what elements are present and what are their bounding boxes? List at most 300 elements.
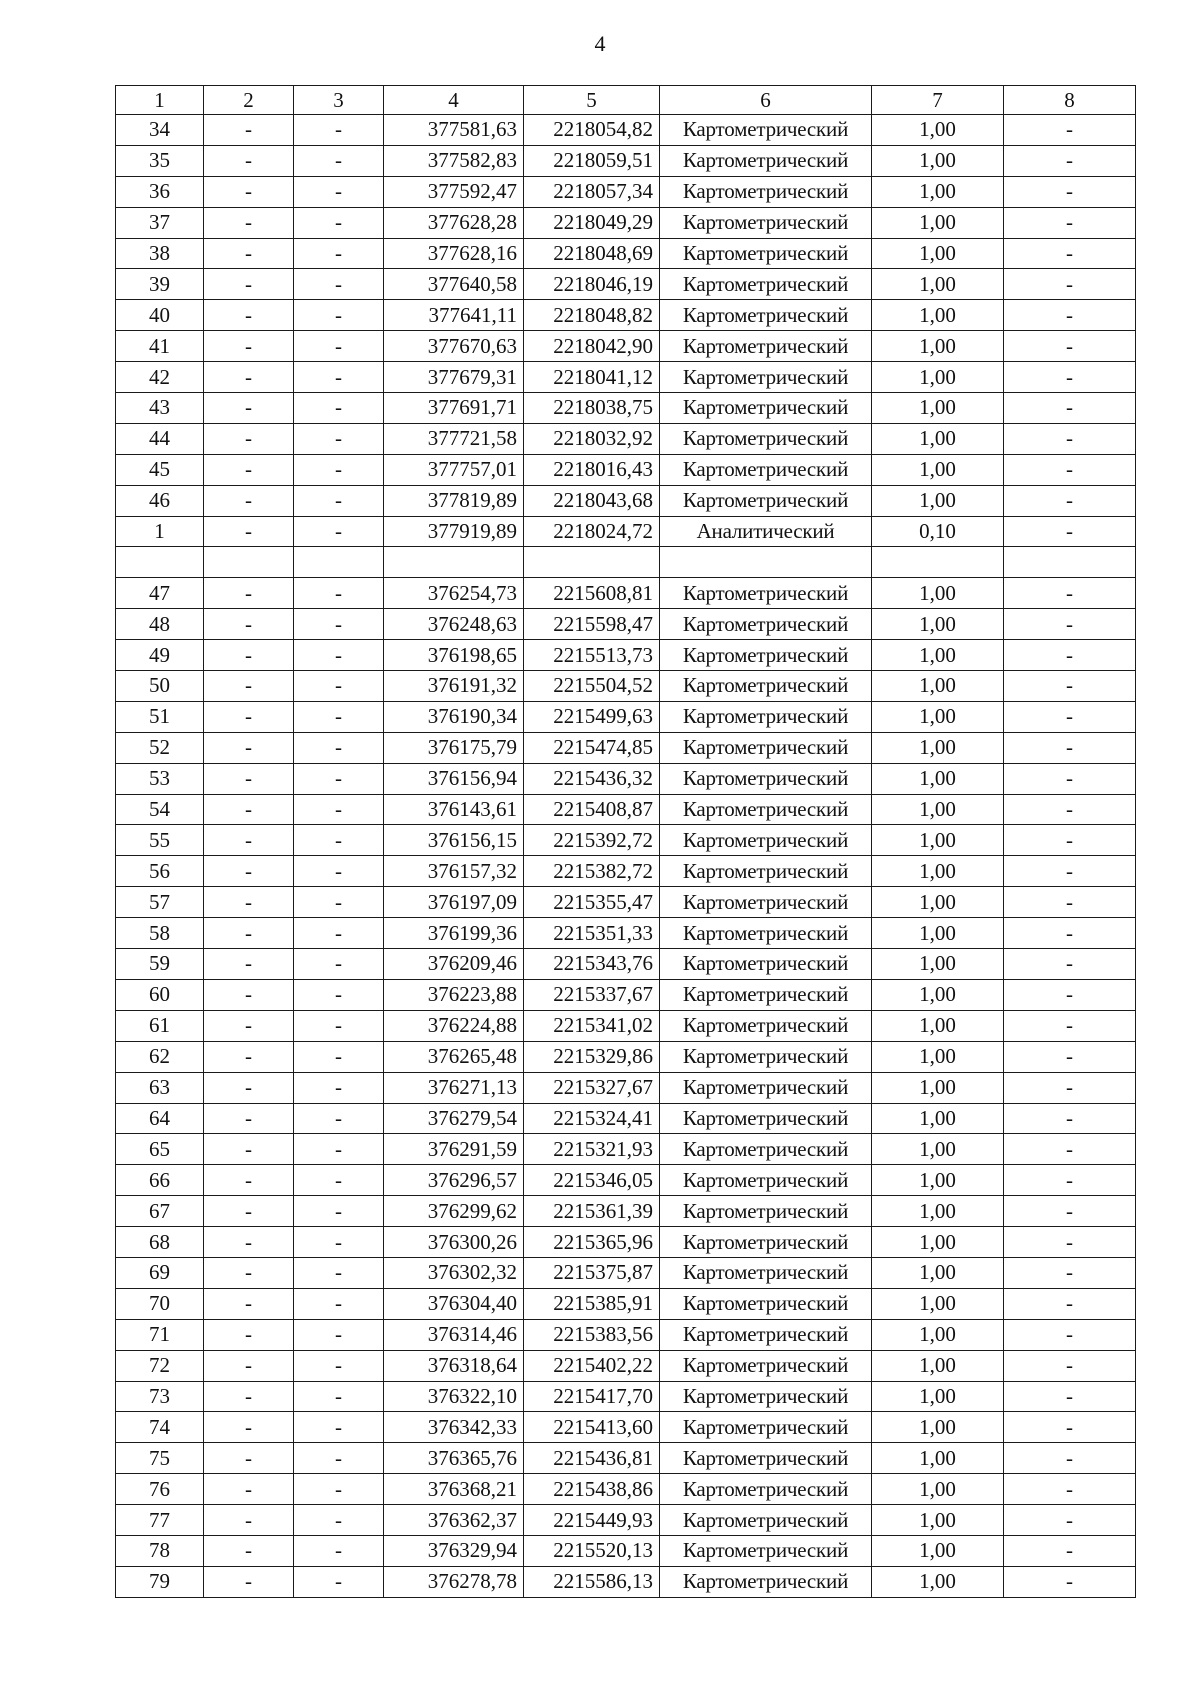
method-cell: Картометрический [660,393,872,424]
x-coordinate-cell: 376197,09 [384,887,524,918]
col8-cell [1004,547,1136,578]
table-row [116,1381,1136,1412]
table-row [116,516,1136,547]
page-number: 4 [594,31,606,56]
col2-cell: - [204,1319,294,1350]
col8-cell: - [1004,1350,1136,1381]
x-coordinate-cell: 376329,94 [384,1535,524,1566]
point-number-cell: 55 [116,825,204,856]
method-cell: Картометрический [660,794,872,825]
point-number-cell: 35 [116,145,204,176]
point-number-cell: 53 [116,763,204,794]
x-coordinate-cell: 377721,58 [384,423,524,454]
col3-cell: - [294,979,384,1010]
accuracy-cell: 1,00 [872,1443,1004,1474]
y-coordinate-cell: 2215343,76 [524,949,660,980]
col2-cell: - [204,701,294,732]
y-coordinate-cell: 2215474,85 [524,732,660,763]
column-header-3: 3 [294,86,384,115]
point-number-cell: 59 [116,949,204,980]
method-cell: Картометрический [660,949,872,980]
x-coordinate-cell: 376156,94 [384,763,524,794]
col2-cell: - [204,825,294,856]
method-cell: Картометрический [660,979,872,1010]
column-header-6: 6 [660,86,872,115]
table-row [116,1288,1136,1319]
col8-cell: - [1004,732,1136,763]
column-header-1: 1 [116,86,204,115]
col3-cell: - [294,794,384,825]
point-number-cell: 77 [116,1505,204,1536]
point-number-cell: 70 [116,1288,204,1319]
table-row [116,145,1136,176]
point-number-cell: 63 [116,1072,204,1103]
method-cell: Картометрический [660,423,872,454]
table-row [116,979,1136,1010]
col3-cell: - [294,485,384,516]
method-cell: Картометрический [660,825,872,856]
col8-cell: - [1004,269,1136,300]
y-coordinate-cell: 2215375,87 [524,1257,660,1288]
col2-cell: - [204,763,294,794]
point-number-cell: 42 [116,362,204,393]
col3-cell: - [294,207,384,238]
col3-cell: - [294,362,384,393]
method-cell: Картометрический [660,1288,872,1319]
point-number-cell: 45 [116,454,204,485]
x-coordinate-cell: 376296,57 [384,1165,524,1196]
accuracy-cell: 1,00 [872,887,1004,918]
accuracy-cell: 1,00 [872,701,1004,732]
method-cell: Картометрический [660,1041,872,1072]
col8-cell: - [1004,794,1136,825]
accuracy-cell: 1,00 [872,1350,1004,1381]
y-coordinate-cell: 2215436,81 [524,1443,660,1474]
accuracy-cell: 1,00 [872,979,1004,1010]
col8-cell: - [1004,454,1136,485]
point-number-cell: 51 [116,701,204,732]
table-row [116,1505,1136,1536]
method-cell: Картометрический [660,1319,872,1350]
accuracy-cell: 1,00 [872,763,1004,794]
col2-cell: - [204,362,294,393]
method-cell: Картометрический [660,115,872,146]
col8-cell: - [1004,1412,1136,1443]
accuracy-cell: 1,00 [872,856,1004,887]
col3-cell: - [294,918,384,949]
col8-cell: - [1004,979,1136,1010]
method-cell: Картометрический [660,269,872,300]
y-coordinate-cell: 2215402,22 [524,1350,660,1381]
col2-cell: - [204,331,294,362]
method-cell [660,547,872,578]
col3-cell: - [294,393,384,424]
x-coordinate-cell: 376279,54 [384,1103,524,1134]
table-row [116,949,1136,980]
col3-cell: - [294,1535,384,1566]
table-row [116,671,1136,702]
method-cell: Картометрический [660,238,872,269]
col2-cell: - [204,207,294,238]
point-number-cell: 41 [116,331,204,362]
col3-cell: - [294,1134,384,1165]
col3-cell: - [294,671,384,702]
table-row [116,609,1136,640]
accuracy-cell: 1,00 [872,1505,1004,1536]
point-number-cell: 76 [116,1474,204,1505]
col2-cell: - [204,1381,294,1412]
col8-cell: - [1004,1134,1136,1165]
col3-cell: - [294,115,384,146]
y-coordinate-cell: 2218048,69 [524,238,660,269]
method-cell: Картометрический [660,1412,872,1443]
table-row [116,701,1136,732]
col8-cell: - [1004,1257,1136,1288]
y-coordinate-cell: 2215513,73 [524,640,660,671]
col8-cell: - [1004,609,1136,640]
accuracy-cell: 1,00 [872,393,1004,424]
accuracy-cell: 1,00 [872,485,1004,516]
method-cell: Картометрический [660,176,872,207]
col8-cell: - [1004,1319,1136,1350]
col2-cell: - [204,1103,294,1134]
accuracy-cell: 1,00 [872,1257,1004,1288]
col8-cell: - [1004,1227,1136,1258]
col8-cell: - [1004,1165,1136,1196]
x-coordinate-cell: 376342,33 [384,1412,524,1443]
point-number-cell [116,547,204,578]
col8-cell: - [1004,516,1136,547]
col2-cell: - [204,578,294,609]
table-row [116,887,1136,918]
col8-cell: - [1004,115,1136,146]
y-coordinate-cell: 2215324,41 [524,1103,660,1134]
col2-cell: - [204,1196,294,1227]
y-coordinate-cell: 2218032,92 [524,423,660,454]
y-coordinate-cell: 2215382,72 [524,856,660,887]
table-row [116,1041,1136,1072]
x-coordinate-cell: 376143,61 [384,794,524,825]
table-row [116,1196,1136,1227]
y-coordinate-cell: 2215417,70 [524,1381,660,1412]
table-row [116,794,1136,825]
table-row [116,856,1136,887]
x-coordinate-cell: 377679,31 [384,362,524,393]
point-number-cell: 65 [116,1134,204,1165]
col2-cell: - [204,1010,294,1041]
col8-cell: - [1004,362,1136,393]
x-coordinate-cell: 376318,64 [384,1350,524,1381]
point-number-cell: 62 [116,1041,204,1072]
col3-cell: - [294,1443,384,1474]
method-cell: Картометрический [660,1165,872,1196]
x-coordinate-cell: 376302,32 [384,1257,524,1288]
point-number-cell: 38 [116,238,204,269]
col3-cell: - [294,238,384,269]
x-coordinate-cell: 376191,32 [384,671,524,702]
accuracy-cell: 1,00 [872,949,1004,980]
point-number-cell: 40 [116,300,204,331]
method-cell: Картометрический [660,1474,872,1505]
x-coordinate-cell: 377919,89 [384,516,524,547]
point-number-cell: 66 [116,1165,204,1196]
x-coordinate-cell: 376304,40 [384,1288,524,1319]
col3-cell: - [294,145,384,176]
y-coordinate-cell: 2218059,51 [524,145,660,176]
col8-cell: - [1004,300,1136,331]
table-row [116,1319,1136,1350]
accuracy-cell: 1,00 [872,1566,1004,1597]
y-coordinate-cell: 2215383,56 [524,1319,660,1350]
x-coordinate-cell: 377640,58 [384,269,524,300]
accuracy-cell: 1,00 [872,1196,1004,1227]
col2-cell: - [204,918,294,949]
blank-separator-row [116,547,1136,578]
col2-cell: - [204,1227,294,1258]
method-cell: Картометрический [660,1566,872,1597]
accuracy-cell: 1,00 [872,1319,1004,1350]
col2-cell: - [204,1041,294,1072]
col3-cell: - [294,1103,384,1134]
x-coordinate-cell: 377592,47 [384,176,524,207]
x-coordinate-cell: 376190,34 [384,701,524,732]
col3-cell: - [294,1010,384,1041]
table-row [116,115,1136,146]
y-coordinate-cell: 2215392,72 [524,825,660,856]
method-cell: Картометрический [660,701,872,732]
col8-cell: - [1004,1474,1136,1505]
accuracy-cell [872,547,1004,578]
column-header-7: 7 [872,86,1004,115]
accuracy-cell: 1,00 [872,1288,1004,1319]
col2-cell: - [204,1474,294,1505]
col2-cell: - [204,1288,294,1319]
method-cell: Картометрический [660,918,872,949]
point-number-cell: 1 [116,516,204,547]
method-cell: Картометрический [660,1196,872,1227]
col3-cell: - [294,331,384,362]
col8-cell: - [1004,1505,1136,1536]
point-number-cell: 68 [116,1227,204,1258]
method-cell: Картометрический [660,207,872,238]
table-row [116,269,1136,300]
method-cell: Картометрический [660,145,872,176]
table-row [116,423,1136,454]
x-coordinate-cell: 377582,83 [384,145,524,176]
col8-cell: - [1004,207,1136,238]
table-row [116,176,1136,207]
col3-cell: - [294,732,384,763]
y-coordinate-cell: 2218038,75 [524,393,660,424]
coordinates-table [115,85,1136,1598]
x-coordinate-cell: 376198,65 [384,640,524,671]
point-number-cell: 57 [116,887,204,918]
x-coordinate-cell: 376368,21 [384,1474,524,1505]
col2-cell: - [204,671,294,702]
col8-cell: - [1004,485,1136,516]
col8-cell: - [1004,949,1136,980]
method-cell: Картометрический [660,1535,872,1566]
point-number-cell: 36 [116,176,204,207]
y-coordinate-cell: 2215504,52 [524,671,660,702]
x-coordinate-cell: 376265,48 [384,1041,524,1072]
method-cell: Картометрический [660,732,872,763]
col3-cell: - [294,1257,384,1288]
col2-cell: - [204,979,294,1010]
point-number-cell: 74 [116,1412,204,1443]
y-coordinate-cell: 2215608,81 [524,578,660,609]
y-coordinate-cell: 2215413,60 [524,1412,660,1443]
y-coordinate-cell: 2215337,67 [524,979,660,1010]
point-number-cell: 48 [116,609,204,640]
col3-cell: - [294,1566,384,1597]
col2-cell: - [204,1165,294,1196]
col8-cell: - [1004,918,1136,949]
table-row [116,1535,1136,1566]
col8-cell: - [1004,1288,1136,1319]
y-coordinate-cell: 2218041,12 [524,362,660,393]
col3-cell: - [294,1350,384,1381]
col3-cell: - [294,454,384,485]
col8-cell: - [1004,887,1136,918]
col8-cell: - [1004,1381,1136,1412]
col8-cell: - [1004,1196,1136,1227]
table-row [116,1350,1136,1381]
method-cell: Картометрический [660,640,872,671]
col3-cell [294,547,384,578]
accuracy-cell: 1,00 [872,825,1004,856]
col3-cell: - [294,949,384,980]
table-row [116,1103,1136,1134]
col2-cell: - [204,609,294,640]
col8-cell: - [1004,1072,1136,1103]
method-cell: Картометрический [660,1072,872,1103]
accuracy-cell: 1,00 [872,207,1004,238]
col8-cell: - [1004,1535,1136,1566]
x-coordinate-cell: 377670,63 [384,331,524,362]
col3-cell: - [294,1227,384,1258]
col3-cell: - [294,300,384,331]
accuracy-cell: 1,00 [872,1103,1004,1134]
point-number-cell: 72 [116,1350,204,1381]
col3-cell: - [294,701,384,732]
point-number-cell: 34 [116,115,204,146]
table-row [116,393,1136,424]
method-cell: Картометрический [660,609,872,640]
col3-cell: - [294,1041,384,1072]
x-coordinate-cell: 377641,11 [384,300,524,331]
method-cell: Картометрический [660,1257,872,1288]
method-cell: Картометрический [660,331,872,362]
col2-cell: - [204,1412,294,1443]
point-number-cell: 46 [116,485,204,516]
col3-cell: - [294,609,384,640]
point-number-cell: 71 [116,1319,204,1350]
accuracy-cell: 1,00 [872,732,1004,763]
method-cell: Картометрический [660,1103,872,1134]
accuracy-cell: 1,00 [872,918,1004,949]
y-coordinate-cell: 2215385,91 [524,1288,660,1319]
x-coordinate-cell: 376362,37 [384,1505,524,1536]
col8-cell: - [1004,1010,1136,1041]
accuracy-cell: 1,00 [872,1010,1004,1041]
accuracy-cell: 1,00 [872,1535,1004,1566]
col8-cell: - [1004,1103,1136,1134]
method-cell: Картометрический [660,1350,872,1381]
method-cell: Аналитический [660,516,872,547]
accuracy-cell: 1,00 [872,1041,1004,1072]
col2-cell: - [204,485,294,516]
table-row [116,362,1136,393]
accuracy-cell: 1,00 [872,1227,1004,1258]
col8-cell: - [1004,331,1136,362]
accuracy-cell: 1,00 [872,1134,1004,1165]
point-number-cell: 75 [116,1443,204,1474]
accuracy-cell: 1,00 [872,331,1004,362]
col2-cell: - [204,423,294,454]
col8-cell: - [1004,1443,1136,1474]
x-coordinate-cell: 377691,71 [384,393,524,424]
header-row [116,86,1136,115]
method-cell: Картометрический [660,671,872,702]
point-number-cell: 58 [116,918,204,949]
x-coordinate-cell: 377628,16 [384,238,524,269]
x-coordinate-cell [384,547,524,578]
x-coordinate-cell: 376271,13 [384,1072,524,1103]
col8-cell: - [1004,145,1136,176]
col2-cell [204,547,294,578]
y-coordinate-cell: 2218049,29 [524,207,660,238]
point-number-cell: 64 [116,1103,204,1134]
x-coordinate-cell: 377581,63 [384,115,524,146]
x-coordinate-cell: 376199,36 [384,918,524,949]
point-number-cell: 69 [116,1257,204,1288]
x-coordinate-cell: 376223,88 [384,979,524,1010]
accuracy-cell: 1,00 [872,609,1004,640]
table-row [116,1443,1136,1474]
col2-cell: - [204,949,294,980]
col2-cell: - [204,115,294,146]
accuracy-cell: 1,00 [872,1412,1004,1443]
table-row [116,1134,1136,1165]
point-number-cell: 50 [116,671,204,702]
col3-cell: - [294,1474,384,1505]
accuracy-cell: 1,00 [872,145,1004,176]
col2-cell: - [204,1072,294,1103]
col8-cell: - [1004,701,1136,732]
point-number-cell: 49 [116,640,204,671]
accuracy-cell: 1,00 [872,269,1004,300]
accuracy-cell: 1,00 [872,176,1004,207]
table-row [116,485,1136,516]
y-coordinate-cell: 2218048,82 [524,300,660,331]
col8-cell: - [1004,238,1136,269]
y-coordinate-cell: 2215449,93 [524,1505,660,1536]
accuracy-cell: 1,00 [872,238,1004,269]
method-cell: Картометрический [660,1381,872,1412]
x-coordinate-cell: 376224,88 [384,1010,524,1041]
table-row [116,300,1136,331]
x-coordinate-cell: 376248,63 [384,609,524,640]
col3-cell: - [294,887,384,918]
point-number-cell: 67 [116,1196,204,1227]
col8-cell: - [1004,176,1136,207]
col2-cell: - [204,1257,294,1288]
point-number-cell: 37 [116,207,204,238]
y-coordinate-cell: 2218024,72 [524,516,660,547]
col8-cell: - [1004,1566,1136,1597]
table-row [116,825,1136,856]
